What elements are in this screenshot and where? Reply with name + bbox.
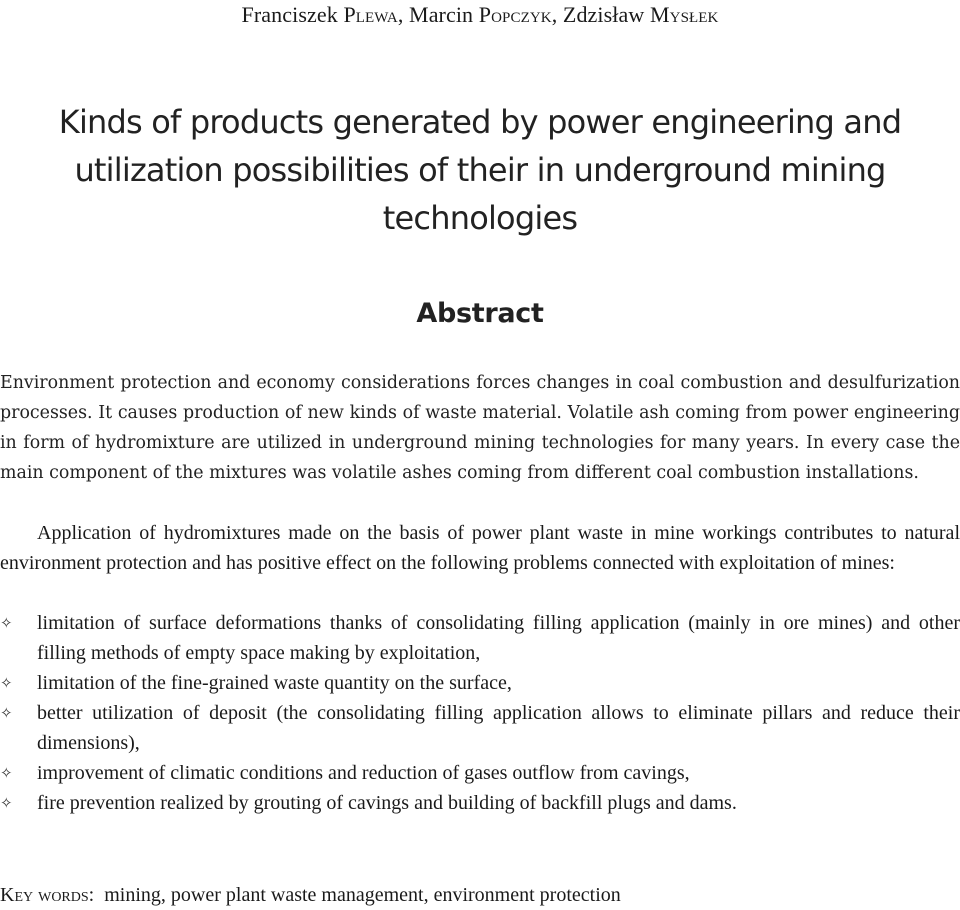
author-3-first: Zdzisław bbox=[562, 2, 650, 27]
author-1-last: Plewa bbox=[343, 2, 398, 27]
author-1-first: Franciszek bbox=[241, 2, 344, 27]
author-list bbox=[0, 2, 960, 28]
author-3-last: Mysłek bbox=[649, 2, 719, 27]
author-2-first: Marcin bbox=[409, 2, 479, 27]
list-item bbox=[0, 698, 960, 758]
list-item-text: better utilization of deposit (the consolidating filling application allows to eliminate pillars and reduce their dimensions), bbox=[37, 702, 960, 754]
diamond-bullet-icon: ✧ bbox=[0, 794, 13, 812]
author-sep-1: , bbox=[397, 2, 410, 27]
keywords-text: mining, power plant waste management, environment protection bbox=[104, 884, 621, 906]
author-sep-2: , bbox=[551, 2, 563, 27]
keywords-line bbox=[0, 880, 960, 910]
title-line-2: utilization possibilities of their in underground mining bbox=[74, 151, 886, 189]
abstract-paragraph-2: Application of hydromixtures made on the basis of power plant waste in mine workings contributes to natural environment protection and has positive effect on the following problems connected with exploitation of mines: bbox=[0, 522, 960, 574]
list-item-text: limitation of the fine-grained waste quantity on the surface, bbox=[37, 672, 512, 694]
benefits-list bbox=[0, 608, 960, 818]
author-2-last: Popczyk bbox=[478, 2, 552, 27]
list-item bbox=[0, 668, 960, 698]
diamond-bullet-icon: ✧ bbox=[0, 764, 13, 782]
diamond-bullet-icon: ✧ bbox=[0, 614, 13, 632]
list-item-text: fire prevention realized by grouting of cavings and building of backfill plugs and dams. bbox=[37, 792, 737, 814]
keywords-label: Key words: bbox=[0, 884, 95, 906]
diamond-bullet-icon: ✧ bbox=[0, 674, 13, 692]
title-line-1: Kinds of products generated by power engineering and bbox=[58, 103, 902, 141]
list-item bbox=[0, 608, 960, 668]
list-item bbox=[0, 758, 960, 788]
diamond-bullet-icon: ✧ bbox=[0, 704, 13, 722]
list-item-text: improvement of climatic conditions and reduction of gases outflow from cavings, bbox=[37, 762, 690, 784]
abstract-heading: Abstract bbox=[416, 298, 544, 329]
title-line-3: technologies bbox=[382, 199, 578, 237]
paper-title bbox=[30, 98, 930, 242]
abstract-paragraph-1: Environment protection and economy considerations forces changes in coal combustion and desulfurization processes. It causes production of new kinds of waste material. Volatile ash coming from power engineering in form of hydromixture are utilized in underground mining technologies for many years. In every case the main component of the mixtures was volatile ashes coming from different coal combustion installations. bbox=[0, 373, 960, 483]
list-item-text: limitation of surface deformations thanks of consolidating filling application (mainly in ore mines) and other filling methods of empty space making by exploitation, bbox=[37, 612, 960, 664]
list-item bbox=[0, 788, 960, 818]
